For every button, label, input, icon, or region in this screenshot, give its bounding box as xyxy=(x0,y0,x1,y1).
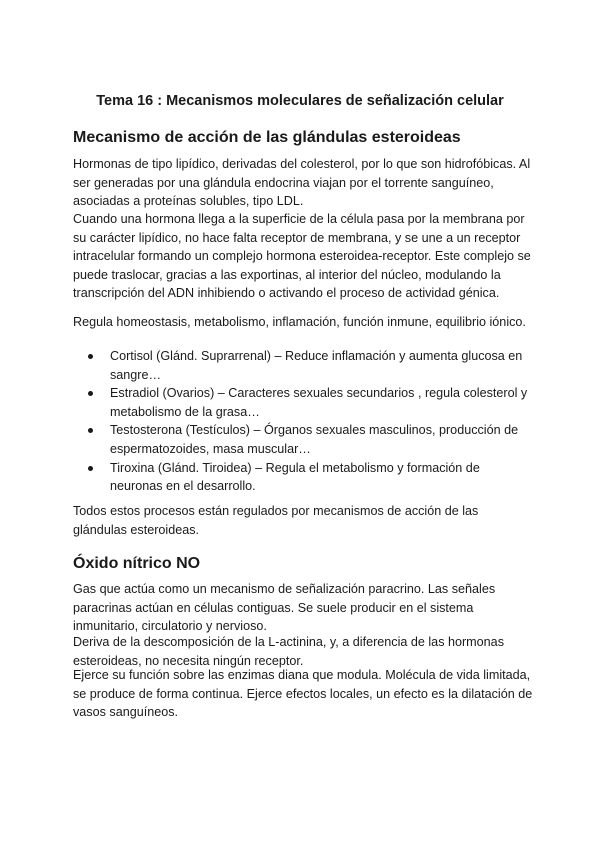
hormone-list xyxy=(73,347,533,496)
paragraph: Ejerce su función sobre las enzimas diana que modula. Molécula de vida limitada, se produce de forma continua. Ejerce efectos locales, un efecto es la dilatación de vasos sanguíneos. xyxy=(73,668,533,720)
list-item-text: Cortisol (Glánd. Suprarrenal) – Reduce inflamación y aumenta glucosa en sangre… xyxy=(110,349,523,382)
paragraph: Hormonas de tipo lipídico, derivadas del colesterol, por lo que son hidrofóbicas. Al ser generadas por una glándula endocrina viajan por el torrente sanguíneo, asociadas a proteínas solubles, tipo LDL. xyxy=(73,157,531,209)
list-item-text: Tiroxina (Glánd. Tiroidea) – Regula el metabolismo y formación de neuronas en el desarrollo. xyxy=(110,460,480,494)
paragraph: Gas que actúa como un mecanismo de señalización paracrino. Las señales paracrinas actúan en células contiguas. Se suele producir en el sistema inmunitario, circulatorio y nervioso. xyxy=(73,582,496,634)
section-heading-steroid: Mecanismo de acción de las glándulas esteroideas xyxy=(73,129,461,146)
section-heading-nitric-oxide: Óxido nítrico NO xyxy=(73,555,201,572)
bullet-icon xyxy=(88,391,93,396)
list-item xyxy=(73,459,533,496)
bullet-icon xyxy=(88,354,93,359)
list-item xyxy=(73,384,533,421)
list-item-text: Testosterona (Testículos) – Órganos sexuales masculinos, producción de espermatozoides, masa muscular… xyxy=(110,423,519,456)
paragraph: Deriva de la descomposición de la L-actinina, y, a diferencia de las hormonas esteroideas, no necesita ningún receptor. xyxy=(73,635,504,668)
list-item-text: Estradiol (Ovarios) – Caracteres sexuales secundarios , regula colesterol y metabolismo de la grasa… xyxy=(110,386,528,419)
page-title: Tema 16 : Mecanismos moleculares de señalización celular xyxy=(96,93,504,109)
bullet-icon xyxy=(88,466,93,471)
bullet-icon xyxy=(88,428,93,433)
list-item xyxy=(73,347,533,384)
paragraph: Regula homeostasis, metabolismo, inflamación, función inmune, equilibrio iónico. xyxy=(73,315,526,329)
paragraph: Todos estos procesos están regulados por mecanismos de acción de las glándulas esteroideas. xyxy=(73,504,479,537)
paragraph: Cuando una hormona llega a la superficie de la célula pasa por la membrana por su carácter lipídico, no hace falta receptor de membrana, y se une a un receptor intracelular formando un complejo hormona esteroidea-receptor. Este complejo se puede traslocar, gracias a las exportinas, al interior del núcleo, modulando la transcripción del ADN inhibiendo o activando el proceso de actividad génica. xyxy=(73,212,531,301)
list-item xyxy=(73,421,533,458)
